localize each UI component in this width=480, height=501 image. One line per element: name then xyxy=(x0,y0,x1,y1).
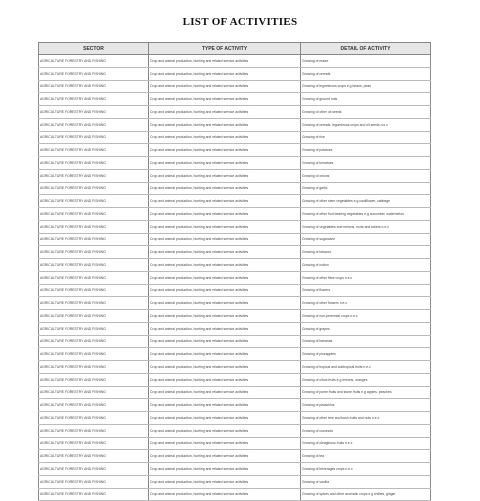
cell-detail-of-activity: Growing of other fruit bearing vegetables e.g cucumber, watermelon xyxy=(301,208,431,221)
cell-type-of-activity: Crop and animal production, hunting and related service activities xyxy=(149,271,301,284)
cell-sector: AGRICULTURE FORESTRY AND FISHING xyxy=(39,93,149,106)
cell-type-of-activity: Crop and animal production, hunting and related service activities xyxy=(149,246,301,259)
cell-type-of-activity: Crop and animal production, hunting and related service activities xyxy=(149,450,301,463)
cell-detail-of-activity: Growing of potatoes xyxy=(301,144,431,157)
table-row xyxy=(39,322,431,335)
cell-detail-of-activity: Growing of cereals, leguminous crops and oil seeds n.e.c xyxy=(301,118,431,131)
cell-type-of-activity: Crop and animal production, hunting and related service activities xyxy=(149,463,301,476)
cell-detail-of-activity: Growing of tropical and subtropical fruits n.e.c xyxy=(301,361,431,374)
cell-detail-of-activity: Growing of bananas xyxy=(301,335,431,348)
cell-sector: AGRICULTURE FORESTRY AND FISHING xyxy=(39,144,149,157)
page-title: LIST OF ACTIVITIES xyxy=(182,16,298,28)
cell-sector: AGRICULTURE FORESTRY AND FISHING xyxy=(39,488,149,501)
cell-type-of-activity: Crop and animal production, hunting and related service activities xyxy=(149,67,301,80)
cell-type-of-activity: Crop and animal production, hunting and related service activities xyxy=(149,348,301,361)
table-row xyxy=(39,284,431,297)
table-row xyxy=(39,437,431,450)
table-row xyxy=(39,475,431,488)
cell-detail-of-activity: Growing of tomatoes xyxy=(301,157,431,170)
cell-sector: AGRICULTURE FORESTRY AND FISHING xyxy=(39,424,149,437)
table-body xyxy=(39,55,431,501)
cell-sector: AGRICULTURE FORESTRY AND FISHING xyxy=(39,475,149,488)
table-row xyxy=(39,67,431,80)
table-row xyxy=(39,399,431,412)
cell-type-of-activity: Crop and animal production, hunting and related service activities xyxy=(149,488,301,501)
table-row xyxy=(39,463,431,476)
cell-type-of-activity: Crop and animal production, hunting and related service activities xyxy=(149,80,301,93)
cell-sector: AGRICULTURE FORESTRY AND FISHING xyxy=(39,157,149,170)
cell-type-of-activity: Crop and animal production, hunting and related service activities xyxy=(149,361,301,374)
cell-detail-of-activity: Growing of tobacco xyxy=(301,246,431,259)
cell-sector: AGRICULTURE FORESTRY AND FISHING xyxy=(39,233,149,246)
cell-type-of-activity: Crop and animal production, hunting and related service activities xyxy=(149,310,301,323)
cell-sector: AGRICULTURE FORESTRY AND FISHING xyxy=(39,80,149,93)
table-row xyxy=(39,348,431,361)
table-row xyxy=(39,335,431,348)
cell-sector: AGRICULTURE FORESTRY AND FISHING xyxy=(39,450,149,463)
table-row xyxy=(39,106,431,119)
cell-detail-of-activity: Growing of non-perennial crops n.e.c xyxy=(301,310,431,323)
cell-type-of-activity: Crop and animal production, hunting and related service activities xyxy=(149,386,301,399)
table-row xyxy=(39,412,431,425)
table-row xyxy=(39,488,431,501)
cell-sector: AGRICULTURE FORESTRY AND FISHING xyxy=(39,437,149,450)
cell-sector: AGRICULTURE FORESTRY AND FISHING xyxy=(39,361,149,374)
table-row xyxy=(39,271,431,284)
table-row xyxy=(39,195,431,208)
table-row xyxy=(39,144,431,157)
cell-detail-of-activity: Growing of maize xyxy=(301,55,431,68)
cell-type-of-activity: Crop and animal production, hunting and related service activities xyxy=(149,259,301,272)
table-row xyxy=(39,450,431,463)
cell-type-of-activity: Crop and animal production, hunting and related service activities xyxy=(149,475,301,488)
cell-type-of-activity: Crop and animal production, hunting and related service activities xyxy=(149,169,301,182)
cell-sector: AGRICULTURE FORESTRY AND FISHING xyxy=(39,169,149,182)
cell-detail-of-activity: Growing of cotton xyxy=(301,259,431,272)
cell-type-of-activity: Crop and animal production, hunting and related service activities xyxy=(149,424,301,437)
table-row xyxy=(39,80,431,93)
cell-detail-of-activity: Growing of other tree and bush fruits and nuts n.e.c xyxy=(301,412,431,425)
table-row xyxy=(39,297,431,310)
table-row xyxy=(39,55,431,68)
cell-detail-of-activity: Growing of onions xyxy=(301,169,431,182)
cell-sector: AGRICULTURE FORESTRY AND FISHING xyxy=(39,259,149,272)
table-row xyxy=(39,131,431,144)
cell-type-of-activity: Crop and animal production, hunting and related service activities xyxy=(149,233,301,246)
cell-sector: AGRICULTURE FORESTRY AND FISHING xyxy=(39,310,149,323)
cell-sector: AGRICULTURE FORESTRY AND FISHING xyxy=(39,297,149,310)
cell-detail-of-activity: Growing of coconuts xyxy=(301,424,431,437)
cell-sector: AGRICULTURE FORESTRY AND FISHING xyxy=(39,284,149,297)
table-row xyxy=(39,373,431,386)
cell-sector: AGRICULTURE FORESTRY AND FISHING xyxy=(39,55,149,68)
cell-detail-of-activity: Growing of flowers xyxy=(301,284,431,297)
table-row xyxy=(39,386,431,399)
cell-sector: AGRICULTURE FORESTRY AND FISHING xyxy=(39,399,149,412)
activities-table xyxy=(38,42,431,501)
cell-detail-of-activity: Growing of vegetables and melons, roots and tubers n.e.c xyxy=(301,220,431,233)
cell-type-of-activity: Crop and animal production, hunting and related service activities xyxy=(149,118,301,131)
cell-type-of-activity: Crop and animal production, hunting and related service activities xyxy=(149,412,301,425)
cell-sector: AGRICULTURE FORESTRY AND FISHING xyxy=(39,271,149,284)
cell-detail-of-activity: Growing of citrus fruits e.g lemons, oranges xyxy=(301,373,431,386)
cell-detail-of-activity: Growing of other fibre crops n.e.c xyxy=(301,271,431,284)
cell-sector: AGRICULTURE FORESTRY AND FISHING xyxy=(39,67,149,80)
table-row xyxy=(39,310,431,323)
cell-sector: AGRICULTURE FORESTRY AND FISHING xyxy=(39,131,149,144)
table-row xyxy=(39,220,431,233)
table-row xyxy=(39,182,431,195)
table-row xyxy=(39,246,431,259)
cell-type-of-activity: Crop and animal production, hunting and related service activities xyxy=(149,399,301,412)
cell-type-of-activity: Crop and animal production, hunting and related service activities xyxy=(149,195,301,208)
cell-type-of-activity: Crop and animal production, hunting and related service activities xyxy=(149,284,301,297)
cell-type-of-activity: Crop and animal production, hunting and related service activities xyxy=(149,297,301,310)
cell-type-of-activity: Crop and animal production, hunting and related service activities xyxy=(149,55,301,68)
column-header-type-of-activity: TYPE OF ACTIVITY xyxy=(149,43,301,55)
table-row xyxy=(39,208,431,221)
cell-sector: AGRICULTURE FORESTRY AND FISHING xyxy=(39,118,149,131)
cell-detail-of-activity: Growing of oleaginous fruits n.e.c xyxy=(301,437,431,450)
table-row xyxy=(39,424,431,437)
cell-type-of-activity: Crop and animal production, hunting and related service activities xyxy=(149,131,301,144)
cell-detail-of-activity: Growing of other flowers n.e.c xyxy=(301,297,431,310)
column-header-detail-of-activity: DETAIL OF ACTIVITY xyxy=(301,43,431,55)
cell-sector: AGRICULTURE FORESTRY AND FISHING xyxy=(39,208,149,221)
cell-type-of-activity: Crop and animal production, hunting and related service activities xyxy=(149,373,301,386)
cell-type-of-activity: Crop and animal production, hunting and related service activities xyxy=(149,106,301,119)
cell-detail-of-activity: Growing of vanilla xyxy=(301,475,431,488)
cell-sector: AGRICULTURE FORESTRY AND FISHING xyxy=(39,335,149,348)
cell-detail-of-activity: Growing of ground nuts xyxy=(301,93,431,106)
cell-type-of-activity: Crop and animal production, hunting and related service activities xyxy=(149,93,301,106)
cell-sector: AGRICULTURE FORESTRY AND FISHING xyxy=(39,322,149,335)
cell-detail-of-activity: Growing of beverages crops n.e.c xyxy=(301,463,431,476)
table-header-row xyxy=(39,43,431,55)
cell-detail-of-activity: Growing of rice xyxy=(301,131,431,144)
cell-detail-of-activity: Growing of pistachios xyxy=(301,399,431,412)
activities-table-container xyxy=(38,42,430,501)
cell-sector: AGRICULTURE FORESTRY AND FISHING xyxy=(39,220,149,233)
cell-detail-of-activity: Growing of leguminous crops e.g beans, peas xyxy=(301,80,431,93)
table-row xyxy=(39,118,431,131)
cell-detail-of-activity: Growing of pome fruits and stone fruits e.g apples, peaches xyxy=(301,386,431,399)
table-row xyxy=(39,169,431,182)
cell-type-of-activity: Crop and animal production, hunting and related service activities xyxy=(149,437,301,450)
cell-sector: AGRICULTURE FORESTRY AND FISHING xyxy=(39,412,149,425)
cell-type-of-activity: Crop and animal production, hunting and related service activities xyxy=(149,220,301,233)
cell-detail-of-activity: Growing of sugarcane xyxy=(301,233,431,246)
cell-type-of-activity: Crop and animal production, hunting and related service activities xyxy=(149,182,301,195)
cell-detail-of-activity: Growing of grapes xyxy=(301,322,431,335)
cell-sector: AGRICULTURE FORESTRY AND FISHING xyxy=(39,246,149,259)
cell-sector: AGRICULTURE FORESTRY AND FISHING xyxy=(39,182,149,195)
cell-type-of-activity: Crop and animal production, hunting and related service activities xyxy=(149,208,301,221)
cell-detail-of-activity: Growing of cereals xyxy=(301,67,431,80)
cell-detail-of-activity: Growing of tea xyxy=(301,450,431,463)
cell-type-of-activity: Crop and animal production, hunting and related service activities xyxy=(149,157,301,170)
cell-sector: AGRICULTURE FORESTRY AND FISHING xyxy=(39,463,149,476)
cell-sector: AGRICULTURE FORESTRY AND FISHING xyxy=(39,348,149,361)
cell-detail-of-activity: Growing of spices and other aromatic crops e.g chillies, ginger xyxy=(301,488,431,501)
cell-detail-of-activity: Growing of pineapples xyxy=(301,348,431,361)
table-row xyxy=(39,93,431,106)
table-row xyxy=(39,361,431,374)
cell-type-of-activity: Crop and animal production, hunting and related service activities xyxy=(149,335,301,348)
cell-sector: AGRICULTURE FORESTRY AND FISHING xyxy=(39,106,149,119)
cell-sector: AGRICULTURE FORESTRY AND FISHING xyxy=(39,373,149,386)
cell-detail-of-activity: Growing of other stem vegetables e.g cauliflower, cabbage xyxy=(301,195,431,208)
cell-sector: AGRICULTURE FORESTRY AND FISHING xyxy=(39,195,149,208)
cell-detail-of-activity: Growing of other oil seeds xyxy=(301,106,431,119)
cell-sector: AGRICULTURE FORESTRY AND FISHING xyxy=(39,386,149,399)
column-header-sector: SECTOR xyxy=(39,43,149,55)
table-row xyxy=(39,259,431,272)
cell-type-of-activity: Crop and animal production, hunting and related service activities xyxy=(149,144,301,157)
table-row xyxy=(39,157,431,170)
cell-detail-of-activity: Growing of garlic xyxy=(301,182,431,195)
table-row xyxy=(39,233,431,246)
cell-type-of-activity: Crop and animal production, hunting and related service activities xyxy=(149,322,301,335)
